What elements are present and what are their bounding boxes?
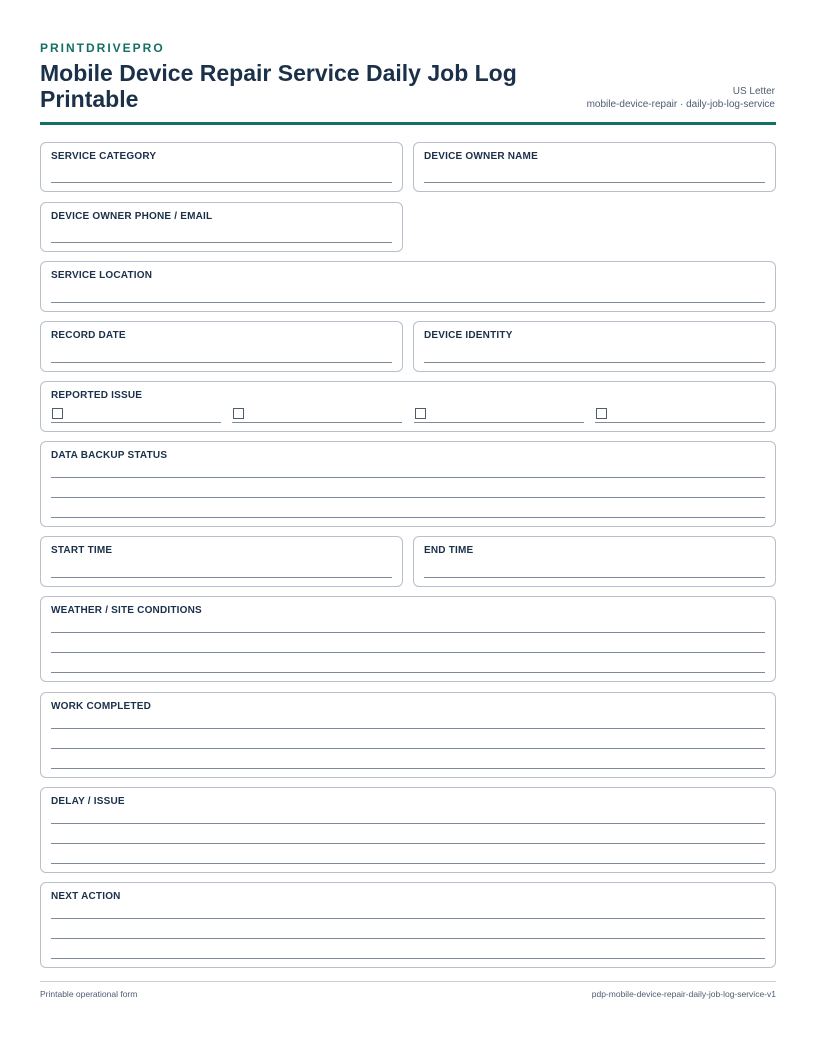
write-line[interactable] bbox=[51, 958, 765, 959]
write-line[interactable] bbox=[51, 577, 392, 578]
device-identity-field[interactable] bbox=[413, 321, 776, 372]
write-line[interactable] bbox=[51, 517, 765, 518]
field-label: START TIME bbox=[51, 545, 113, 556]
field-label: DELAY / ISSUE bbox=[51, 796, 125, 807]
reported-issue-field bbox=[40, 381, 776, 432]
write-line[interactable] bbox=[51, 497, 765, 498]
write-line[interactable] bbox=[51, 823, 765, 824]
checkbox[interactable] bbox=[52, 408, 63, 419]
write-line[interactable] bbox=[51, 938, 765, 939]
field-label: SERVICE CATEGORY bbox=[51, 151, 157, 162]
field-label: DATA BACKUP STATUS bbox=[51, 450, 168, 461]
write-line[interactable] bbox=[51, 422, 221, 423]
write-line[interactable] bbox=[424, 362, 765, 363]
field-label: WORK COMPLETED bbox=[51, 701, 152, 712]
checkbox[interactable] bbox=[233, 408, 244, 419]
service-category-field[interactable] bbox=[40, 142, 403, 192]
write-line[interactable] bbox=[51, 652, 765, 653]
field-label: DEVICE OWNER NAME bbox=[424, 151, 538, 162]
field-label: NEXT ACTION bbox=[51, 891, 121, 902]
write-line[interactable] bbox=[414, 422, 584, 423]
field-label: DEVICE OWNER PHONE / EMAIL bbox=[51, 211, 213, 222]
write-line[interactable] bbox=[51, 843, 765, 844]
delay-issue-field[interactable] bbox=[40, 787, 776, 873]
write-line[interactable] bbox=[51, 863, 765, 864]
brand-name: PRINTDRIVEPRO bbox=[40, 41, 165, 55]
field-label: RECORD DATE bbox=[51, 330, 126, 341]
checkbox[interactable] bbox=[596, 408, 607, 419]
write-line[interactable] bbox=[51, 728, 765, 729]
next-action-field[interactable] bbox=[40, 882, 776, 968]
data-backup-status-field[interactable] bbox=[40, 441, 776, 527]
write-line[interactable] bbox=[51, 242, 392, 243]
write-line[interactable] bbox=[51, 632, 765, 633]
footer-caption: Printable operational form bbox=[40, 989, 138, 999]
work-completed-field[interactable] bbox=[40, 692, 776, 778]
field-label: REPORTED ISSUE bbox=[51, 390, 143, 401]
write-line[interactable] bbox=[51, 918, 765, 919]
document-meta bbox=[587, 85, 775, 111]
field-label: DEVICE IDENTITY bbox=[424, 330, 513, 341]
field-label: SERVICE LOCATION bbox=[51, 270, 153, 281]
service-location-field[interactable] bbox=[40, 261, 776, 312]
field-label: END TIME bbox=[424, 545, 474, 556]
header-divider bbox=[40, 122, 776, 125]
device-owner-contact-field[interactable] bbox=[40, 202, 403, 252]
write-line[interactable] bbox=[51, 768, 765, 769]
form-code: pdp-mobile-device-repair-daily-job-log-service-v1 bbox=[591, 989, 776, 999]
write-line[interactable] bbox=[51, 182, 392, 183]
device-owner-name-field[interactable] bbox=[413, 142, 776, 192]
write-line[interactable] bbox=[424, 577, 765, 578]
start-time-field[interactable] bbox=[40, 536, 403, 587]
checkbox[interactable] bbox=[415, 408, 426, 419]
record-date-field[interactable] bbox=[40, 321, 403, 372]
weather-site-conditions-field[interactable] bbox=[40, 596, 776, 682]
end-time-field[interactable] bbox=[413, 536, 776, 587]
footer-divider bbox=[40, 981, 776, 982]
paper-size-label: US Letter bbox=[732, 86, 775, 97]
document-slug: mobile-device-repair · daily-job-log-service bbox=[586, 99, 775, 110]
write-line[interactable] bbox=[51, 477, 765, 478]
write-line[interactable] bbox=[51, 302, 765, 303]
field-label: WEATHER / SITE CONDITIONS bbox=[51, 605, 202, 616]
write-line[interactable] bbox=[51, 672, 765, 673]
write-line[interactable] bbox=[595, 422, 765, 423]
write-line[interactable] bbox=[51, 362, 392, 363]
write-line[interactable] bbox=[232, 422, 402, 423]
write-line[interactable] bbox=[424, 182, 765, 183]
write-line[interactable] bbox=[51, 748, 765, 749]
page-title: Mobile Device Repair Service Daily Job Log Printable bbox=[40, 60, 517, 112]
